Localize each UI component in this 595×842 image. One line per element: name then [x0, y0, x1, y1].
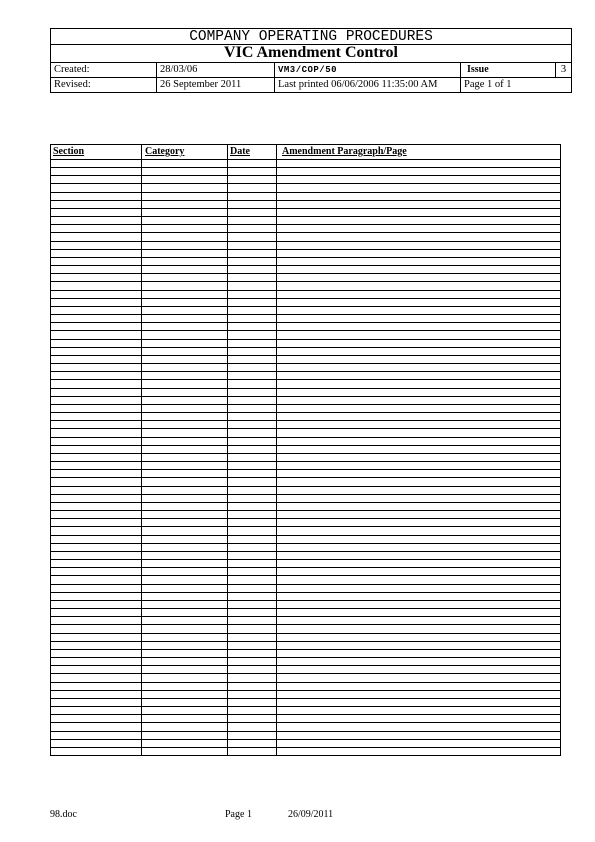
table-row-rule — [51, 665, 560, 666]
table-row-rule — [51, 183, 560, 184]
column-divider — [141, 145, 142, 755]
table-row-rule — [51, 330, 560, 331]
table-row-rule — [51, 339, 560, 340]
table-row-rule — [51, 200, 560, 201]
column-header-category: Category — [145, 146, 185, 157]
table-row-rule — [51, 192, 560, 193]
table-row-rule — [51, 388, 560, 389]
table-row-rule — [51, 747, 560, 748]
table-row-rule — [51, 584, 560, 585]
table-row-rule — [51, 208, 560, 209]
footer-page: Page 1 — [225, 809, 252, 820]
column-divider — [227, 145, 228, 755]
table-row-rule — [51, 502, 560, 503]
table-row-rule — [51, 363, 560, 364]
table-row-rule — [51, 518, 560, 519]
table-row-rule — [51, 167, 560, 168]
table-row-rule — [51, 616, 560, 617]
table-row-rule — [51, 731, 560, 732]
created-value: 28/03/06 — [157, 63, 275, 78]
table-row-rule — [51, 347, 560, 348]
document-header-table — [50, 28, 572, 93]
footer-filename: 98.doc — [50, 809, 77, 820]
table-row-rule — [51, 543, 560, 544]
column-header-amendment: Amendment Paragraph/Page — [282, 146, 407, 157]
table-row-rule — [51, 608, 560, 609]
table-row-rule — [51, 216, 560, 217]
table-row-rule — [51, 404, 560, 405]
table-row-rule — [51, 306, 560, 307]
table-row-rule — [51, 437, 560, 438]
table-row-rule — [51, 314, 560, 315]
table-row-rule — [51, 420, 560, 421]
table-row-rule — [51, 298, 560, 299]
table-row-rule — [51, 232, 560, 233]
table-row-rule — [51, 559, 560, 560]
table-row-rule — [51, 624, 560, 625]
document-title: COMPANY OPERATING PROCEDURES — [51, 29, 572, 45]
table-row-rule — [51, 371, 560, 372]
column-divider — [276, 145, 277, 755]
created-label: Created: — [51, 63, 157, 78]
table-row-rule — [51, 322, 560, 323]
table-row-rule — [51, 714, 560, 715]
table-row-rule — [51, 510, 560, 511]
amendment-table — [50, 144, 561, 756]
table-row-rule — [51, 739, 560, 740]
table-row-rule — [51, 641, 560, 642]
table-row-rule — [51, 355, 560, 356]
table-row-rule — [51, 592, 560, 593]
last-printed: Last printed 06/06/2006 11:35:00 AM — [275, 78, 461, 93]
table-row-rule — [51, 265, 560, 266]
table-row-rule — [51, 567, 560, 568]
table-row-rule — [51, 175, 560, 176]
table-row-rule — [51, 249, 560, 250]
document-code: VM3/COP/50 — [275, 63, 461, 78]
table-row-rule — [51, 682, 560, 683]
table-row-rule — [51, 690, 560, 691]
table-row-rule — [51, 412, 560, 413]
revised-value: 26 September 2011 — [157, 78, 275, 93]
table-row-rule — [51, 453, 560, 454]
table-row-rule — [51, 290, 560, 291]
footer-date: 26/09/2011 — [288, 809, 334, 820]
table-row-rule — [51, 281, 560, 282]
table-row-rule — [51, 257, 560, 258]
table-row-rule — [51, 396, 560, 397]
table-row-rule — [51, 379, 560, 380]
table-row-rule — [51, 706, 560, 707]
table-row-rule — [51, 526, 560, 527]
column-header-date: Date — [230, 146, 250, 157]
revised-label: Revised: — [51, 78, 157, 93]
table-row-rule — [51, 486, 560, 487]
table-row-rule — [51, 273, 560, 274]
table-row-rule — [51, 575, 560, 576]
table-row-rule — [51, 477, 560, 478]
table-row-rule — [51, 698, 560, 699]
document-subtitle: VIC Amendment Control — [51, 45, 572, 63]
table-row-rule — [51, 722, 560, 723]
page-info: Page 1 of 1 — [461, 78, 572, 93]
table-row-rule — [51, 494, 560, 495]
table-row-rule — [51, 159, 560, 160]
table-row-rule — [51, 600, 560, 601]
issue-label: Issue — [461, 63, 556, 78]
table-row-rule — [51, 469, 560, 470]
issue-value: 3 — [556, 63, 572, 78]
table-row-rule — [51, 241, 560, 242]
table-row-rule — [51, 657, 560, 658]
table-row-rule — [51, 224, 560, 225]
table-row-rule — [51, 551, 560, 552]
table-row-rule — [51, 535, 560, 536]
column-header-section: Section — [53, 146, 85, 157]
table-row-rule — [51, 461, 560, 462]
table-row-rule — [51, 445, 560, 446]
table-row-rule — [51, 649, 560, 650]
table-row-rule — [51, 428, 560, 429]
table-row-rule — [51, 633, 560, 634]
table-row-rule — [51, 673, 560, 674]
